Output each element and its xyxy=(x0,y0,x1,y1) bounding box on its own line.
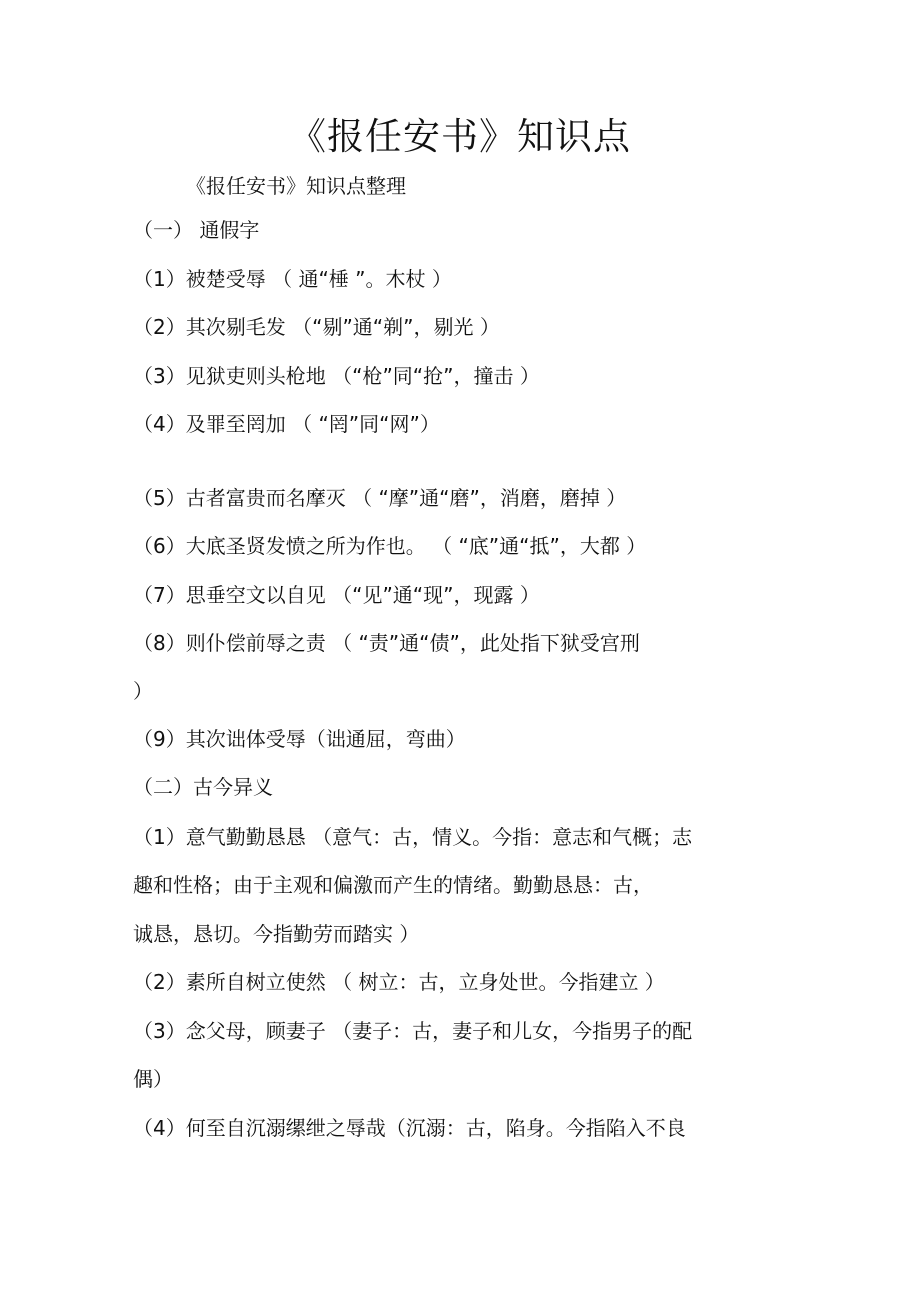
section-heading-gujinyiyi: （二）古今异义 xyxy=(133,775,273,799)
text-line: （3）念父母，顾妻子 （妻子：古，妻子和儿女，今指男子的配 xyxy=(133,1019,693,1043)
text-line: （7）思垂空文以自见 （“见”通“现”，现露 ） xyxy=(133,583,540,607)
text-line: （2）其次剔毛发 （“剔”通“剃”，剔光 ） xyxy=(133,315,500,339)
document-subtitle: 《报任安书》知识点整理 xyxy=(186,174,406,198)
document-title: 《报任安书》知识点 xyxy=(289,115,631,158)
text-line: （1）被楚受辱 （ 通“棰 ”。木杖 ） xyxy=(133,267,452,291)
text-line: ） xyxy=(133,679,153,703)
text-line: （1）意气勤勤恳恳 （意气：古，情义。今指：意志和气概；志 xyxy=(133,825,693,849)
text-line: 趣和性格；由于主观和偏激而产生的情绪。勤勤恳恳：古， xyxy=(133,873,653,897)
text-line: （8）则仆偿前辱之责 （ “责”通“债”，此处指下狱受宫刑 xyxy=(133,631,640,655)
text-line: （4）何至自沉溺缧绁之辱哉（沉溺：古，陷身。今指陷入不良 xyxy=(133,1116,686,1140)
text-line: （4）及罪至罔加 （ “罔”同“网”） xyxy=(133,412,440,436)
text-line: 诚恳，恳切。今指勤劳而踏实 ） xyxy=(133,922,420,946)
text-line: （2）素所自树立使然 （ 树立：古，立身处世。今指建立 ） xyxy=(133,970,665,994)
text-line: （6）大底圣贤发愤之所为作也。 （ “底”通“抵”，大都 ） xyxy=(133,534,647,558)
text-line: （5）古者富贵而名摩灭 （ “摩”通“磨”，消磨，磨掉 ） xyxy=(133,486,627,510)
text-line: 偶） xyxy=(133,1067,173,1091)
section-heading-tongjiazi: （一） 通假字 xyxy=(133,218,260,242)
text-line: （3）见狱吏则头枪地 （“枪”同“抢”，撞击 ） xyxy=(133,364,540,388)
text-line: （9）其次诎体受辱（诎通屈，弯曲） xyxy=(133,727,466,751)
